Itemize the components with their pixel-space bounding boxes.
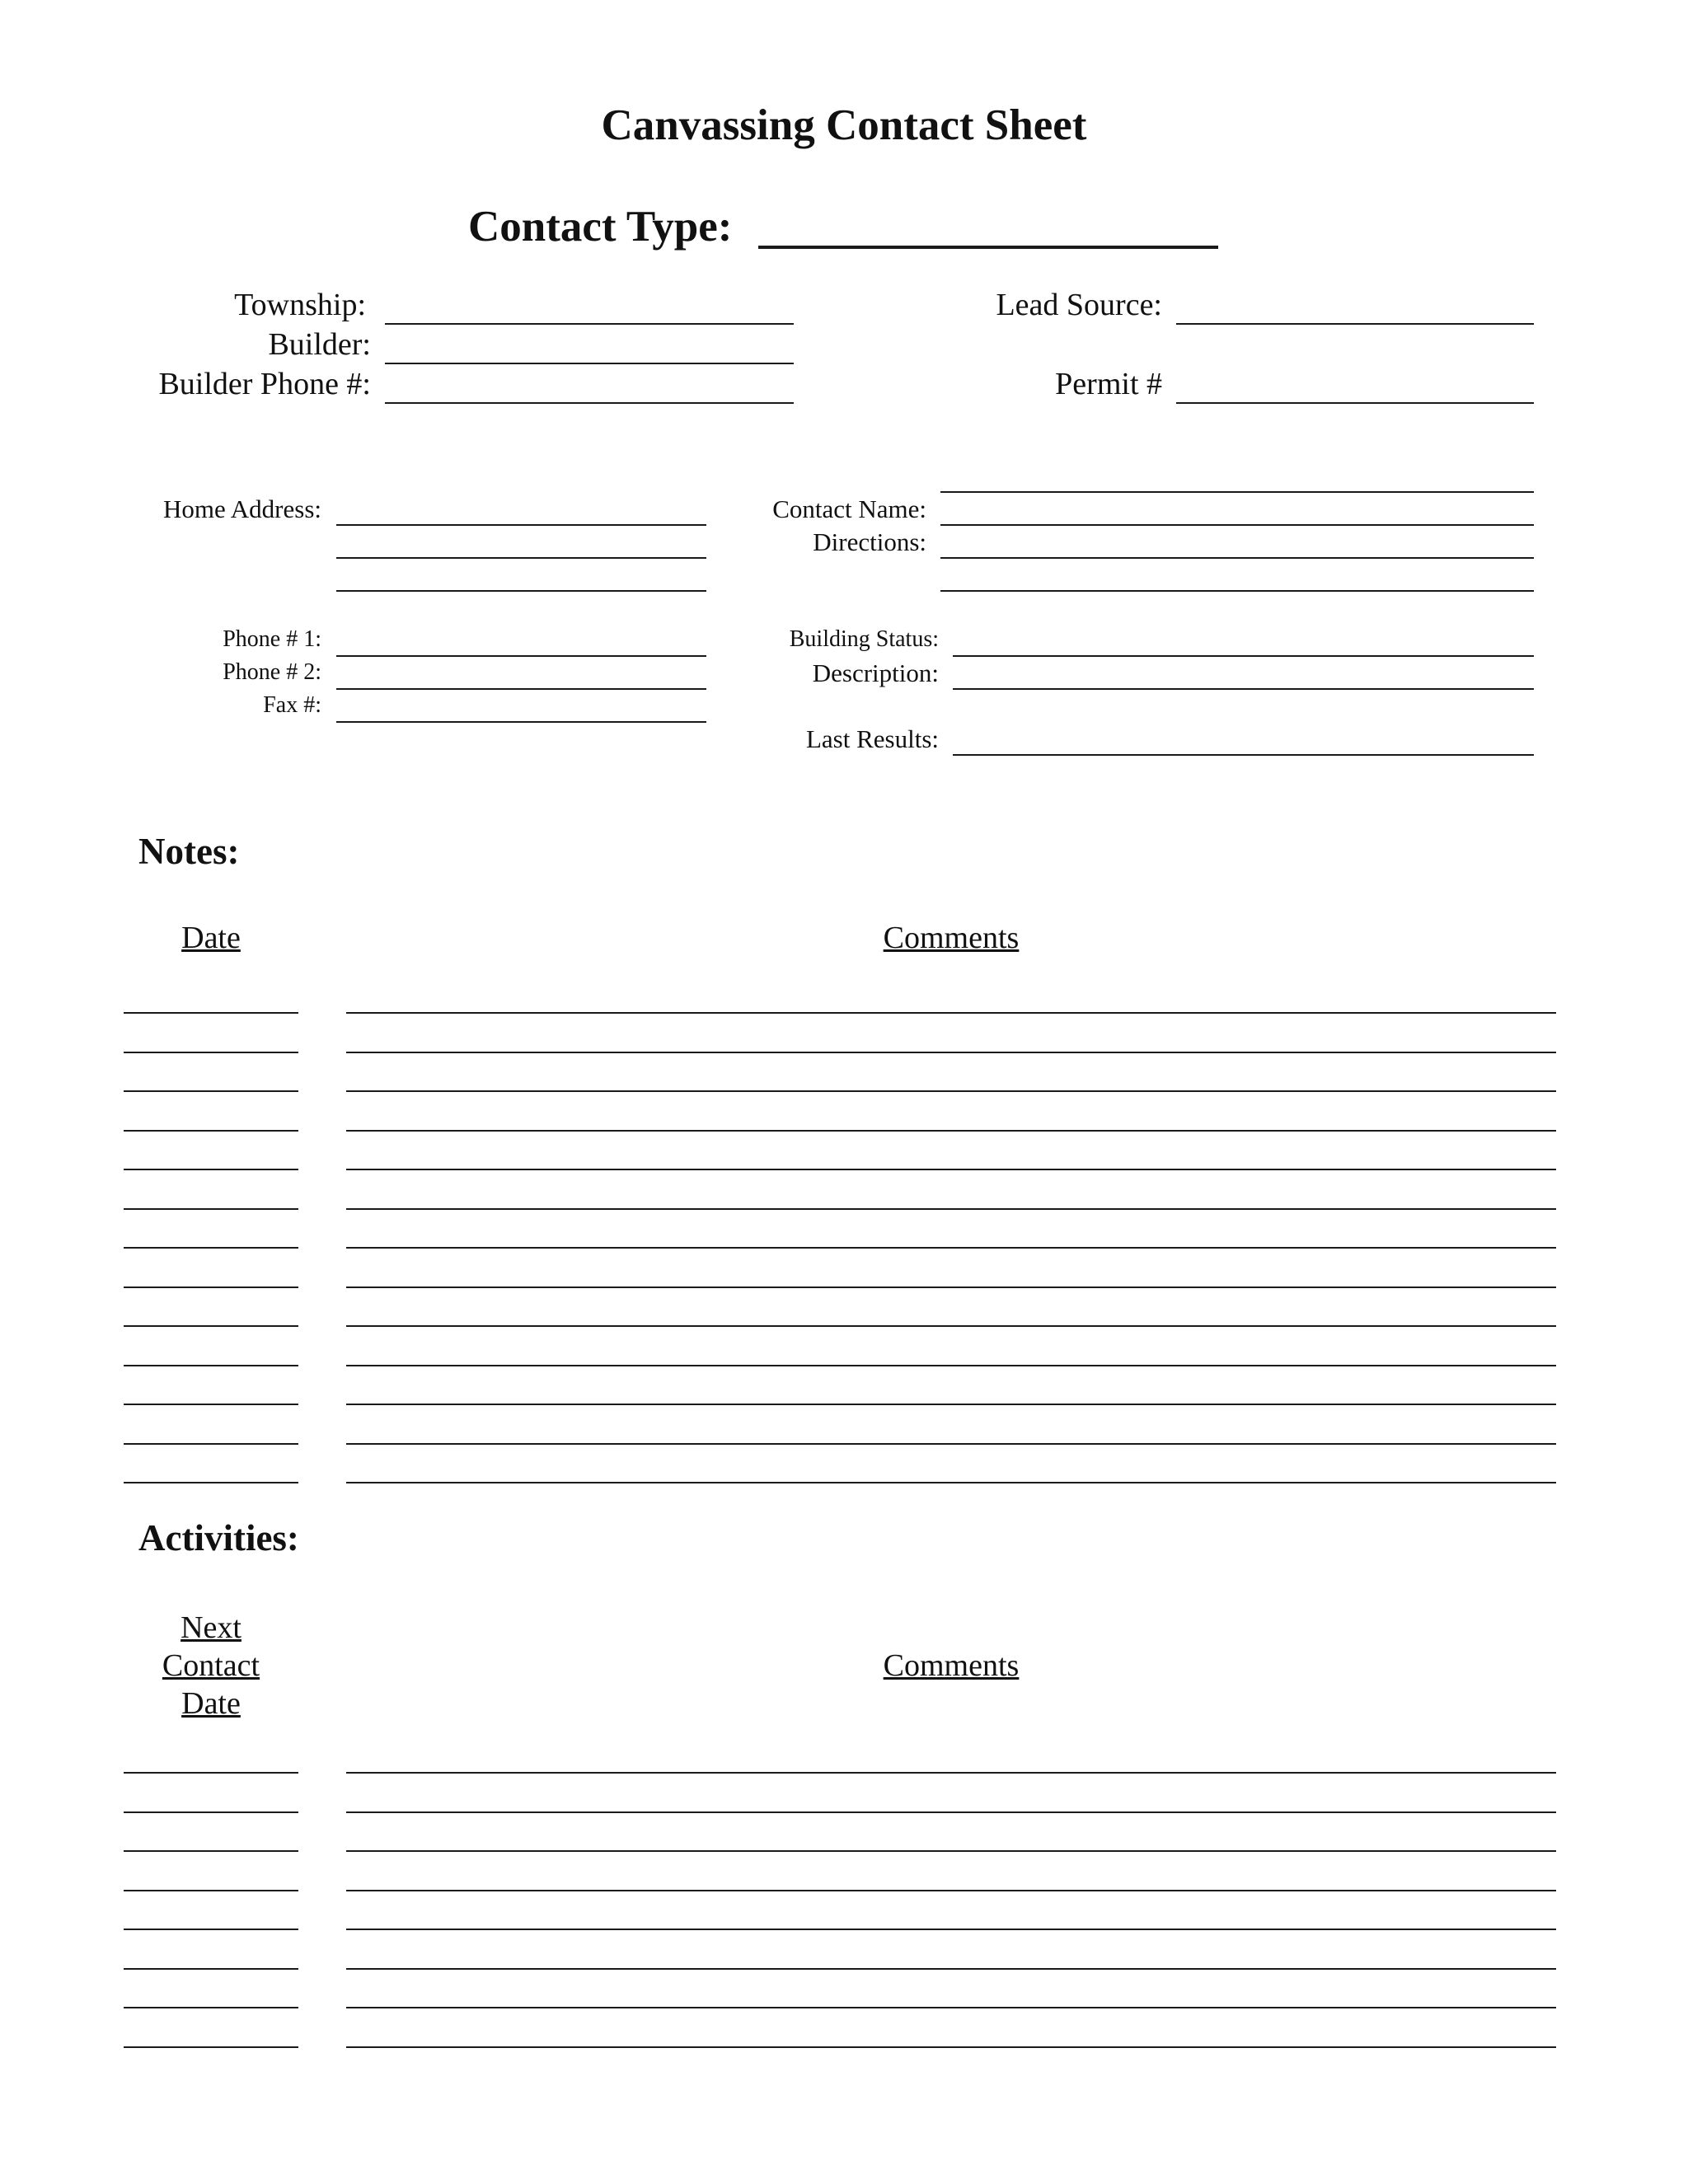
permit-field[interactable] xyxy=(1176,377,1534,404)
contact-name-field[interactable] xyxy=(940,499,1534,526)
notes-date-field[interactable] xyxy=(124,1066,298,1092)
contact-type-field[interactable] xyxy=(758,221,1218,249)
activities-date-header-line: Next xyxy=(181,1610,241,1645)
notes-date-field[interactable] xyxy=(124,1457,298,1483)
contact-type-label: Contact Type: xyxy=(468,203,733,251)
notes-comment-field[interactable] xyxy=(346,1379,1556,1405)
phone1-label: Phone # 1: xyxy=(223,626,321,652)
home-address-line-1[interactable] xyxy=(336,499,706,526)
notes-date-field[interactable] xyxy=(124,1144,298,1170)
notes-comment-field[interactable] xyxy=(346,1457,1556,1483)
notes-comment-field[interactable] xyxy=(346,1418,1556,1445)
notes-date-field[interactable] xyxy=(124,1262,298,1288)
notes-date-header: Date xyxy=(181,921,241,955)
directions-line-1[interactable] xyxy=(940,532,1534,559)
directions-line-2[interactable] xyxy=(940,565,1534,592)
activities-date-header xyxy=(124,1609,298,1722)
activities-comment-field[interactable] xyxy=(346,1865,1556,1891)
notes-date-field[interactable] xyxy=(124,1301,298,1327)
activities-comment-field[interactable] xyxy=(346,1747,1556,1774)
activities-date-header-line: Contact xyxy=(162,1648,260,1683)
phone2-field[interactable] xyxy=(336,663,706,690)
notes-comment-field[interactable] xyxy=(346,1262,1556,1288)
last-results-label: Last Results: xyxy=(805,724,939,753)
notes-comment-field[interactable] xyxy=(346,1105,1556,1132)
building-status-field[interactable] xyxy=(953,630,1534,657)
description-field[interactable] xyxy=(953,663,1534,690)
phone1-field[interactable] xyxy=(336,630,706,657)
township-label: Township: xyxy=(234,288,366,322)
notes-comment-field[interactable] xyxy=(346,1027,1556,1053)
activities-date-header-line: Date xyxy=(181,1686,241,1721)
notes-comment-field[interactable] xyxy=(346,1144,1556,1170)
fax-label: Fax #: xyxy=(263,692,321,718)
notes-comment-field[interactable] xyxy=(346,1183,1556,1210)
permit-label: Permit # xyxy=(1055,367,1162,401)
activities-date-field[interactable] xyxy=(124,1865,298,1891)
builder-phone-field[interactable] xyxy=(385,377,794,404)
notes-date-field[interactable] xyxy=(124,1105,298,1132)
lead-source-label: Lead Source: xyxy=(996,288,1162,322)
activities-comment-field[interactable] xyxy=(346,1943,1556,1970)
activities-date-field[interactable] xyxy=(124,2022,298,2048)
activities-heading: Activities: xyxy=(138,1517,299,1558)
notes-comment-field[interactable] xyxy=(346,1222,1556,1249)
activities-date-field[interactable] xyxy=(124,1787,298,1813)
notes-date-field[interactable] xyxy=(124,1379,298,1405)
notes-comment-field[interactable] xyxy=(346,1066,1556,1092)
home-address-line-3[interactable] xyxy=(336,565,706,592)
notes-date-field[interactable] xyxy=(124,1340,298,1366)
activities-comment-field[interactable] xyxy=(346,1982,1556,2008)
builder-label: Builder: xyxy=(268,327,371,362)
home-address-label: Home Address: xyxy=(162,494,321,523)
activities-date-field[interactable] xyxy=(124,1747,298,1774)
lead-source-field[interactable] xyxy=(1176,298,1534,325)
fax-field[interactable] xyxy=(336,696,706,723)
activities-comment-field[interactable] xyxy=(346,1787,1556,1813)
activities-comment-field[interactable] xyxy=(346,1825,1556,1852)
last-results-field[interactable] xyxy=(953,729,1534,756)
notes-comment-field[interactable] xyxy=(346,1340,1556,1366)
notes-heading: Notes: xyxy=(138,831,240,872)
activities-date-field[interactable] xyxy=(124,1904,298,1930)
activities-comments-header: Comments xyxy=(883,1648,1020,1683)
directions-label: Directions: xyxy=(813,527,926,556)
building-status-label: Building Status: xyxy=(789,626,939,652)
notes-date-field[interactable] xyxy=(124,1027,298,1053)
township-field[interactable] xyxy=(385,298,794,325)
notes-comment-field[interactable] xyxy=(346,1301,1556,1327)
page-title: Canvassing Contact Sheet xyxy=(601,101,1087,149)
notes-comments-header: Comments xyxy=(883,921,1020,955)
activities-date-field[interactable] xyxy=(124,1943,298,1970)
notes-date-field[interactable] xyxy=(124,1418,298,1445)
activities-date-field[interactable] xyxy=(124,1982,298,2008)
builder-phone-label: Builder Phone #: xyxy=(158,367,371,401)
activities-comment-field[interactable] xyxy=(346,1904,1556,1930)
notes-date-field[interactable] xyxy=(124,987,298,1014)
description-label: Description: xyxy=(812,658,939,687)
home-address-line-2[interactable] xyxy=(336,532,706,559)
activities-comment-field[interactable] xyxy=(346,2022,1556,2048)
contact-extra-line[interactable] xyxy=(940,466,1534,493)
phone2-label: Phone # 2: xyxy=(223,659,321,685)
builder-field[interactable] xyxy=(385,338,794,364)
notes-comment-field[interactable] xyxy=(346,987,1556,1014)
activities-date-field[interactable] xyxy=(124,1825,298,1852)
notes-date-field[interactable] xyxy=(124,1183,298,1210)
contact-name-label: Contact Name: xyxy=(772,494,926,523)
notes-date-field[interactable] xyxy=(124,1222,298,1249)
